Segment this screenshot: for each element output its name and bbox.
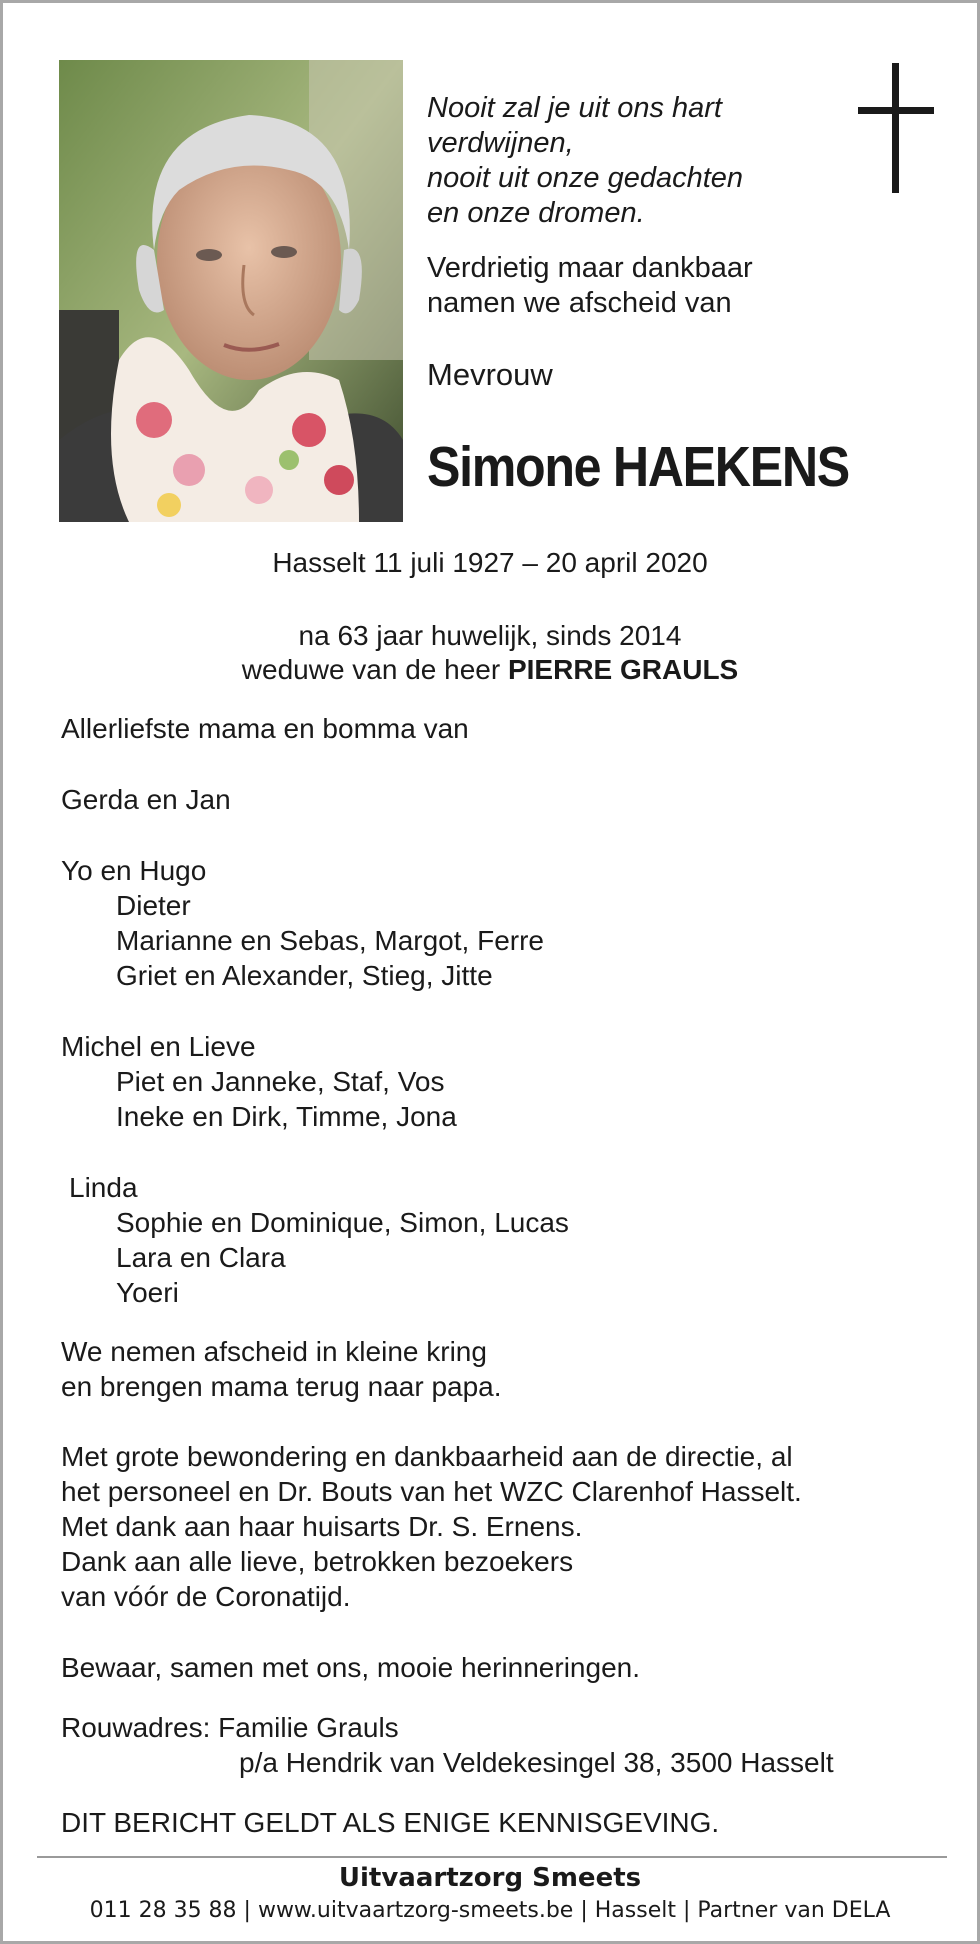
child-name: Yo en Hugo — [61, 855, 207, 886]
funeral-home-name: Uitvaartzorg Smeets — [338, 1863, 642, 1893]
thanks-line: van vóór de Coronatijd. — [61, 1581, 351, 1612]
thanks-line: Met grote bewondering en dankbaarheid aan de directie, al — [61, 1441, 793, 1472]
child-name: Linda — [69, 1172, 138, 1203]
intro-line: Verdrietig maar dankbaar — [427, 252, 753, 284]
poem-line: en onze dromen. — [427, 197, 645, 229]
spouse-name: PIERRE GRAULS — [507, 654, 739, 685]
widow-prefix: weduwe van de heer — [241, 654, 508, 685]
family-group — [61, 1029, 961, 1134]
poem-line: Nooit zal je uit ons hart — [427, 92, 722, 124]
family-group — [61, 853, 961, 993]
address-line: p/a Hendrik van Veldekesingel 38, 3500 Hasselt — [239, 1747, 834, 1778]
grandchild-line: Ineke en Dirk, Timme, Jona — [116, 1101, 457, 1132]
grandchild-line: Lara en Clara — [116, 1242, 286, 1273]
address-line: Rouwadres: Familie Grauls — [61, 1712, 399, 1743]
memories-text: Bewaar, samen met ons, mooie herinneringen. — [61, 1652, 640, 1683]
intro-text — [427, 251, 847, 321]
grandchild-line: Yoeri — [116, 1277, 179, 1308]
thanks-line: Met dank aan haar huisarts Dr. S. Ernens. — [61, 1511, 583, 1542]
cross-icon — [858, 63, 934, 193]
portrait-photo — [59, 60, 403, 522]
poem-line: verdwijnen, — [427, 127, 574, 159]
deceased-name: Simone HAEKENS — [427, 435, 849, 499]
mourning-address — [61, 1710, 961, 1780]
salutation: Mevrouw — [427, 357, 553, 392]
child-name: Gerda en Jan — [61, 784, 231, 815]
widow-line — [3, 653, 977, 687]
thanks-text — [61, 1439, 961, 1614]
poem — [427, 91, 847, 231]
notice-text: DIT BERICHT GELDT ALS ENIGE KENNISGEVING. — [61, 1807, 720, 1838]
thanks-line: Dank aan alle lieve, betrokken bezoekers — [61, 1546, 574, 1577]
footer-divider — [37, 1856, 947, 1858]
child-name: Michel en Lieve — [61, 1031, 256, 1062]
intro-line: namen we afscheid van — [427, 287, 732, 319]
marriage-line: na 63 jaar huwelijk, sinds 2014 — [298, 620, 682, 651]
life-dates: Hasselt 11 juli 1927 – 20 april 2020 — [272, 547, 708, 578]
grandchild-line: Dieter — [116, 890, 191, 921]
farewell-line: en brengen mama terug naar papa. — [61, 1371, 502, 1402]
grandchild-line: Griet en Alexander, Stieg, Jitte — [116, 960, 493, 991]
poem-line: nooit uit onze gedachten — [427, 162, 744, 194]
family-list — [61, 711, 961, 746]
family-group — [61, 782, 961, 817]
marriage-info — [3, 619, 977, 687]
funeral-home-contact: 011 28 35 88 | www.uitvaartzorg-smeets.be | Hasselt | Partner van DELA — [89, 1898, 891, 1923]
grandchild-line: Sophie en Dominique, Simon, Lucas — [116, 1207, 569, 1238]
farewell-text — [61, 1334, 961, 1404]
farewell-line: We nemen afscheid in kleine kring — [61, 1336, 487, 1367]
family-group — [61, 1170, 961, 1310]
thanks-line: het personeel en Dr. Bouts van het WZC Clarenhof Hasselt. — [61, 1476, 802, 1507]
family-heading: Allerliefste mama en bomma van — [61, 713, 469, 744]
grandchild-line: Piet en Janneke, Staf, Vos — [116, 1066, 445, 1097]
grandchild-line: Marianne en Sebas, Margot, Ferre — [116, 925, 544, 956]
